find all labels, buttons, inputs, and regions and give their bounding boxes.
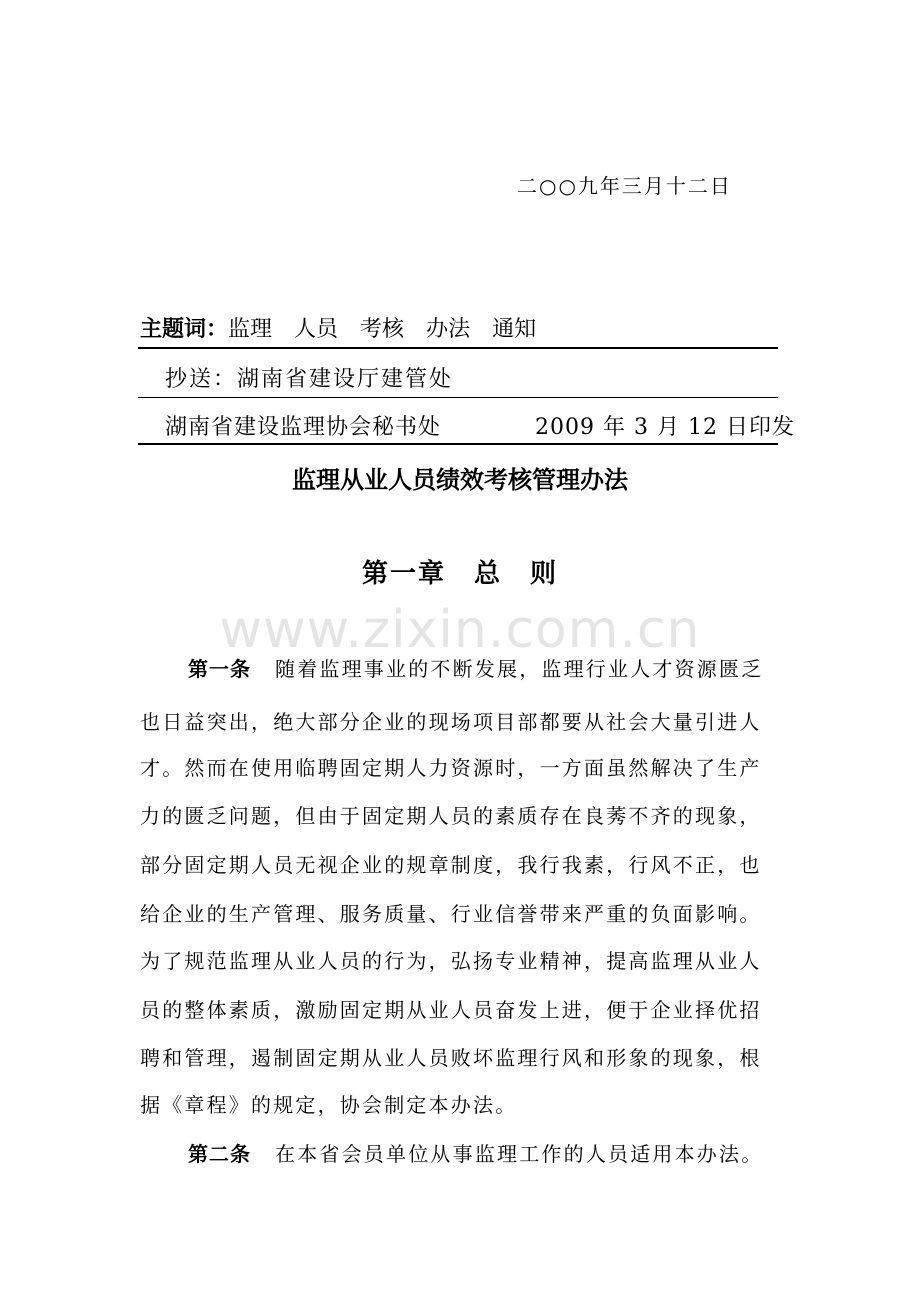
chapter-heading: 第一章 总 则 [361,559,558,589]
subject-keywords [140,312,558,343]
article-1-line: 力的匮乏问题，但由于固定期人员的素质存在良莠不齐的现象， [140,804,762,828]
divider-line [138,347,778,349]
article-1-line: 部分固定期人员无视企业的规章制度，我行我素，行风不正，也 [140,853,762,877]
article-1-line [188,653,763,682]
issue-date: 2009 年 3 月 12 日印发 [535,415,795,440]
keyword-item: 通知 [492,317,537,342]
article-1-line: 给企业的生产管理、服务质量、行业信誉带来严重的负面影响。 [140,902,762,926]
divider-line [138,443,778,445]
divider-line [138,397,778,398]
signature-date: 二○○九年三月十二日 [517,174,732,198]
article-1-line: 为了规范监理从业人员的行为，弘扬专业精神，提高监理从业人 [140,949,762,973]
article-1-line: 才。然而在使用临聘固定期人力资源时，一方面虽然解决了生产 [140,756,762,780]
article-1-line: 据《章程》的规定，协会制定本办法。 [140,1093,518,1117]
issuing-office: 湖南省建设监理协会秘书处 [165,415,442,440]
article-1-line: 也日益突出，绝大部分企业的现场项目部都要从社会大量引进人 [140,710,762,734]
article-1-line: 员的整体素质，激励固定期从业人员奋发上进，便于企业择优招 [140,998,762,1022]
cc-recipients: 抄送：湖南省建设厅建管处 [165,367,454,392]
keywords-label: 主题词： [140,317,229,342]
keyword-item: 办法 [426,317,471,342]
article-text: 在本省会员单位从事监理工作的人员适用本办法。 [275,1142,764,1166]
article-2-line [188,1138,763,1167]
keyword-item: 考核 [360,317,405,342]
article-text: 随着监理事业的不断发展，监理行业人才资源匮乏 [275,657,764,681]
watermark-text: www.zixin.com.cn [219,600,701,660]
keyword-item: 监理 [228,317,273,342]
document-title: 监理从业人员绩效考核管理办法 [292,466,628,494]
article-1-line: 聘和管理，遏制固定期从业人员败坏监理行风和形象的现象，根 [140,1046,762,1070]
article-1-label: 第一条 [188,657,251,681]
keyword-item: 人员 [294,317,339,342]
article-2-label: 第二条 [188,1142,251,1166]
